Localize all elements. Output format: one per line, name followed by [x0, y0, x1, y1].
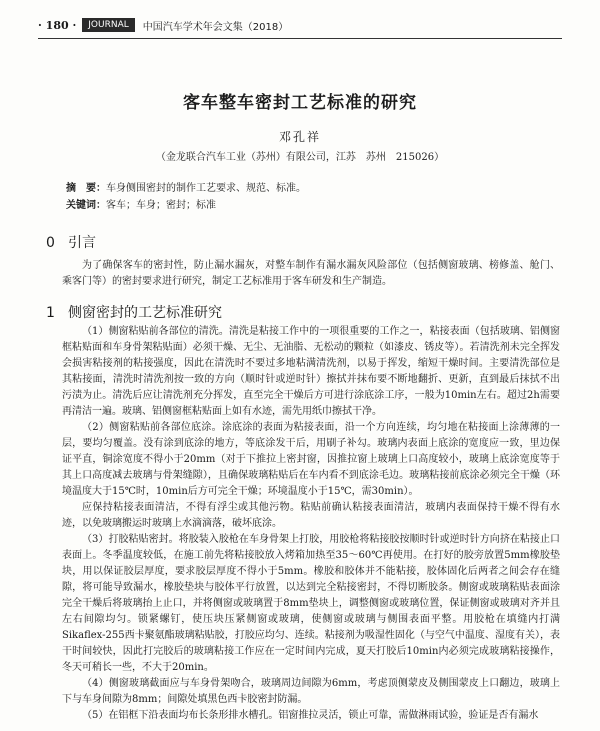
section-title: 引言	[68, 235, 96, 251]
intro-body	[62, 258, 560, 290]
paragraph: （2）侧窗粘贴前各部位底涂。涂底涂的表面为粘接表面，沿一个方向连续，均匀地在粘接面上涂薄薄的一层，要均匀覆盖。没有涂到底涂的地方，等底涂发干后，用刷子补勾。玻璃内表面上底涂的宽度应一致，里边保证平直，铜涂宽度不得小于20mm（对于下推拉上密封窗，因推拉窗上玻璃上口高度较小，玻璃上底涂宽度等于其上口高度减去玻璃与骨架缝隙），且确保玻璃粘贴后在车内看不到底涂毛边。玻璃粘接前底涂必须完全干燥（环境温度大于15℃时，10min后方可完全干燥；环境温度小于15℃，需30min）。	[62, 422, 560, 497]
author-name: 邓孔祥	[278, 130, 321, 144]
abstract-line	[66, 180, 546, 197]
running-head	[38, 12, 562, 38]
paragraph: （5）在铝框下沿表面均布长条形排水槽孔。铝窗推拉灵活，锁止可靠，需做淋雨试验，验证是否有漏水	[82, 710, 539, 721]
abstract-text: 车身侧围密封的制作工艺要求、规范、标准。	[106, 183, 306, 194]
paper-title: 客车整车密封工艺标准的研究	[183, 93, 417, 113]
section-heading-1	[46, 302, 222, 322]
paragraph: （1）侧窗粘贴前各部位的清洗。清洗是粘接工作中的一项很重要的工作之一，粘接表面（包括玻璃、铝侧窗框粘贴面和车身骨架粘贴面）必须干燥、无尘、无油脂、无松动的颗粒（如漆皮、锈皮等）。若清洗剂未完全挥发会损害粘接剂的粘接强度，因此在清洗时不要过多地粘满清洗剂，以易于挥发，缩短干燥时间。主要清洗部位是其粘接面，清洗时清洗剂按一致的方向（顺时针或逆时针）擦拭并抹布要不断地翻折、更新，直到最后抹拭不出污渍为止。清洗后应让清洗剂充分挥发，直至完全干燥后方可进行涂底涂工序，一般为10min左右。超过2h需要再清洁一遍。玻璃、铝侧窗框粘贴面上如有水迹，需先用纸巾擦拭干净。	[62, 326, 560, 417]
author-affiliation: （金龙联合汽车工业（苏州）有限公司，江苏 苏州 215026）	[155, 152, 445, 163]
keywords-label: 关键词：	[66, 200, 106, 211]
journal-name: 中国汽车学术年会文集（2018）	[142, 21, 289, 33]
page-number: · 180 ·	[38, 18, 77, 32]
section-title: 侧窗密封的工艺标准研究	[68, 305, 222, 321]
abstract-label: 摘 要：	[66, 183, 106, 194]
section-number: 1	[46, 305, 55, 321]
abstract-block	[66, 180, 546, 214]
journal-tag: JOURNAL	[82, 18, 134, 32]
header-rule	[38, 38, 562, 39]
section-number: 0	[46, 235, 55, 251]
section-heading-intro	[46, 232, 96, 252]
section-1-body	[62, 324, 560, 724]
paragraph: （4）侧窗玻璃截面应与车身骨架吻合，玻璃周边间隙为6mm，考虑顶侧蒙皮及侧围蒙皮上口翻边，玻璃上下与车身间隙为8mm；间隙处填黑色西卡胶密封防漏。	[62, 678, 560, 705]
paragraph: 为了确保客车的密封性，防止漏水漏灰，对整车制作有漏水漏灰风险部位（包括侧窗玻璃、榜修盖、舱门、乘客门等）的密封要求进行研究，制定工艺标准用于客车研发和生产制造。	[62, 260, 560, 287]
keywords-line	[66, 197, 546, 214]
keywords-text: 客车；车身；密封；标准	[106, 200, 216, 211]
paragraph: 应保持粘接表面清洁，不得有浮尘或其他污物。粘贴前确认粘接表面清洁，玻璃内表面保持干燥不得有水迹，以免玻璃搬运时玻璃上水滴滴落，破坏底涂。	[62, 502, 560, 529]
paragraph: （3）打胶粘贴密封。将胶装入胶枪在车身骨架上打胶，用胶枪将粘接胶按顺时针或逆时针方向挤在粘接止口表面上。冬季温度较低，在施工前先将粘接胶放入烤箱加热至35～60℃再使用。在打好的胶旁放置5mm橡胶垫块，用以保证胶层厚度，要求胶层厚度不得小于5mm。橡胶和胶体并不能粘接，胶体固化后两者之间会存在缝隙，将可能导致漏水，橡胶垫块与胶体平行放置，以达到完全粘接密封，不得切断胶条。侧窗或玻璃粘贴表面涂完全干燥后将玻璃抬上止口，并将侧窗或玻璃置于8mm垫块上，调整侧窗或玻璃位置，保证侧窗或玻璃对齐并且左右间隙均匀。锁紧螺钉，使压块压紧侧窗或玻璃，使侧窗或玻璃与侧围表面平整。用胶枪在填缝内打满Sikaflex-255西卡聚氨酯玻璃粘贴胶，打胶应均匀、连续。粘接剂为吸湿性固化（与空气中温度、湿度有关），表干时间较快，因此打完胶后的玻璃粘接工作应在一定时间内完成，夏天打胶后10min内必须完成玻璃粘接操作，冬天可稍长一些，不大于20min。	[62, 534, 560, 673]
